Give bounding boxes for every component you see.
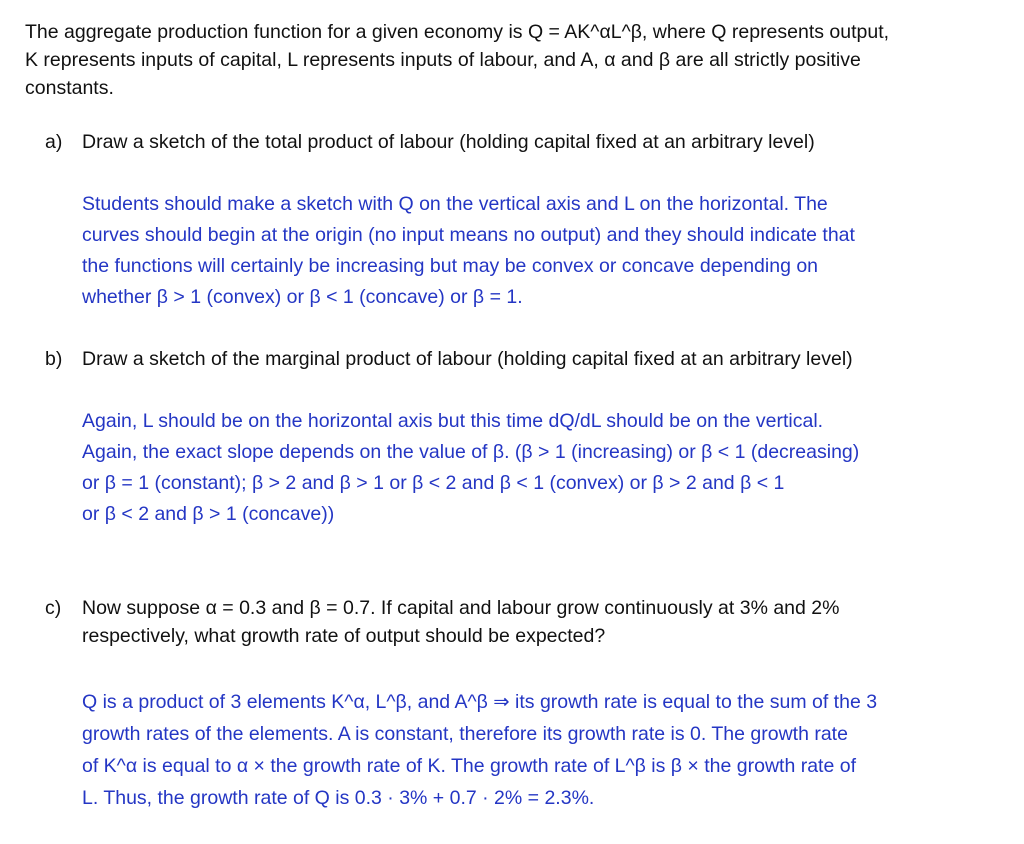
intro-line-1: The aggregate production function for a given economy is Q = AK^αL^β, where Q represents output, <box>25 21 890 43</box>
intro-line-2: K represents inputs of capital, L represents inputs of labour, and A, α and β are all strictly positive <box>25 49 861 71</box>
answer-a-line-1: Students should make a sketch with Q on the vertical axis and L on the horizontal. The <box>82 193 828 215</box>
answer-a-line-4: whether β > 1 (convex) or β < 1 (concave) or β = 1. <box>82 286 523 308</box>
answer-a-line-3: the functions will certainly be increasing but may be convex or concave depending on <box>82 255 819 277</box>
intro-paragraph <box>25 18 1010 102</box>
question-c-line-2: respectively, what growth rate of output should be expected? <box>82 625 606 647</box>
question-a <box>45 128 985 313</box>
question-a-letter: a) <box>45 131 63 153</box>
answer-c-line-3: of K^α is equal to α × the growth rate of K. The growth rate of L^β is β × the growth rate of <box>82 755 856 777</box>
answer-c-line-1: Q is a product of 3 elements K^α, L^β, and A^β ⇒ its growth rate is equal to the sum of the 3 <box>82 691 878 713</box>
answer-c-line-2: growth rates of the elements. A is constant, therefore its growth rate is 0. The growth rate <box>82 723 848 745</box>
answer-b-line-4: or β < 2 and β > 1 (concave)) <box>82 503 335 525</box>
question-c <box>45 594 985 814</box>
question-b-text: Draw a sketch of the marginal product of labour (holding capital fixed at an arbitrary level) <box>82 348 853 370</box>
answer-b-line-3: or β = 1 (constant); β > 2 and β > 1 or β < 2 and β < 1 (convex) or β > 2 and β < 1 <box>82 472 785 494</box>
answer-b-line-1: Again, L should be on the horizontal axis but this time dQ/dL should be on the vertical. <box>82 410 824 432</box>
answer-a <box>82 189 985 313</box>
answer-b-line-2: Again, the exact slope depends on the value of β. (β > 1 (increasing) or β < 1 (decreasing) <box>82 441 860 463</box>
question-b <box>45 345 985 530</box>
question-c-line-1: Now suppose α = 0.3 and β = 0.7. If capital and labour grow continuously at 3% and 2% <box>82 597 840 619</box>
answer-c <box>82 686 985 814</box>
answer-b <box>82 406 985 530</box>
question-c-letter: c) <box>45 597 62 619</box>
intro-line-3: constants. <box>25 77 114 99</box>
question-b-letter: b) <box>45 348 63 370</box>
document-page <box>25 18 1010 102</box>
question-a-text: Draw a sketch of the total product of labour (holding capital fixed at an arbitrary level) <box>82 131 815 153</box>
answer-a-line-2: curves should begin at the origin (no input means no output) and they should indicate that <box>82 224 855 246</box>
answer-c-line-4: L. Thus, the growth rate of Q is 0.3 · 3% + 0.7 · 2% = 2.3%. <box>82 787 595 809</box>
question-c-text <box>82 594 985 650</box>
